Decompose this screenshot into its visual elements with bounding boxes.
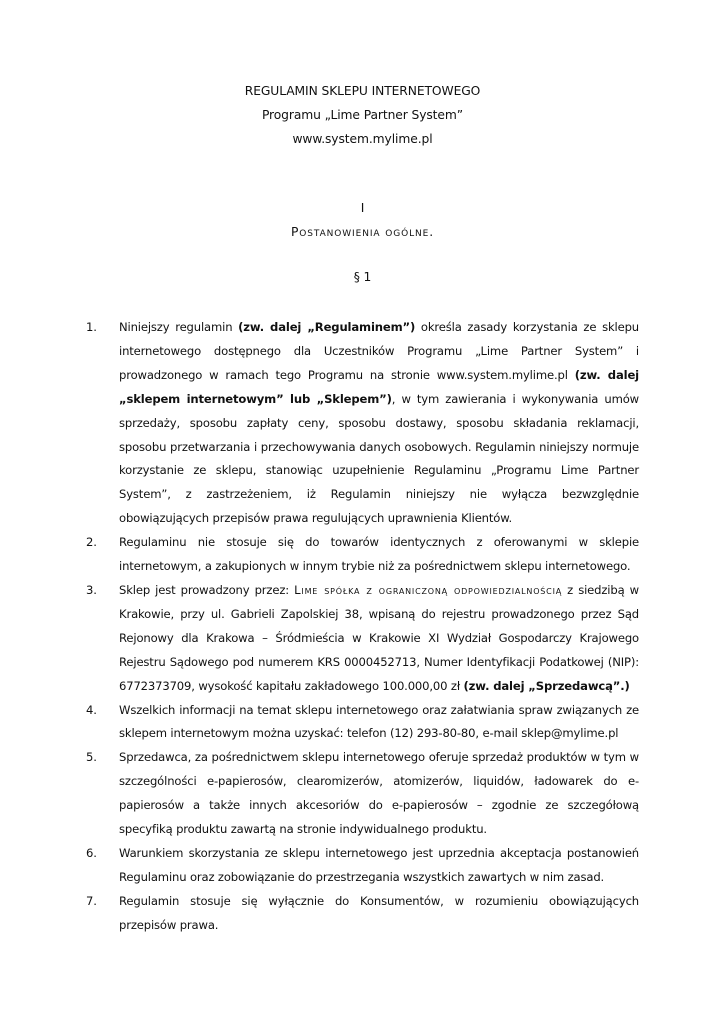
list-item [86, 699, 639, 747]
document-title: REGULAMIN SKLEPU INTERNETOWEGO [244, 84, 481, 98]
item-number: 7. [86, 893, 97, 908]
list-item [86, 316, 639, 531]
list-item [86, 579, 639, 699]
list-item [86, 531, 639, 579]
item-text: Niniejszy regulamin [119, 320, 239, 334]
item-number: 1. [86, 320, 97, 334]
item-text: z siedzibą w Krakowie, przy ul. Gabrieli Zapolskiej 38, wpisaną do rejestru prowadzonego przez Sąd Rejonowy dla Krakowa – Śródmieścia w Krakowie XI Wydział Gospodarczy Krajowego Rejestru Sądowego pod numerem KRS 0000452713, Numer Identyfikacji Podatkowej (NIP): 6772373709, wysokość kapitału zakładowego 100.000,00 zł [119, 582, 639, 693]
chapter-title: Postanowienia ogólne. [290, 225, 435, 239]
item-text: Sprzedawca, za pośrednictwem sklepu internetowego oferuje sprzedaż produktów w tym w szczególności e-papierosów, clearomizerów, atomizerów, liquidów, ładowarek do e-papierosów a także innych akcesoriów do e-papierosów – zgodnie ze szczegółową specyfiką produktu zawartą na stronie indywidualnego produktu. [119, 750, 639, 837]
chapter-numeral: I [360, 201, 365, 215]
item-text: Sklep jest prowadzony przez: [119, 582, 295, 597]
company-name: Lime spółka z ograniczoną odpowiedzialnością [294, 582, 562, 597]
item-text: Regulamin stosuje się wyłącznie do Konsumentów, w rozumieniu obowiązujących przepisów prawa. [119, 893, 639, 932]
list-item [86, 746, 639, 842]
item-number: 5. [86, 750, 97, 765]
item-bold-text: (zw. dalej „Sprzedawcą”.) [463, 678, 630, 693]
item-bold-text: (zw. dalej „sklepem internetowym” lub „Sklepem”) [119, 367, 639, 406]
item-text: określa zasady korzystania ze sklepu internetowego dostępnego dla Uczestników Programu „Lime Partner System” i prowadzonego w ramach tego Programu na stronie www.system.mylime.pl [119, 320, 639, 382]
paragraph-mark: § 1 [353, 270, 372, 284]
item-bold-text: (zw. dalej „Regulaminem”) [238, 320, 416, 334]
item-number: 6. [86, 845, 97, 860]
item-text: , w tym zawierania i wykonywania umów sprzedaży, sposobu zapłaty ceny, sposobu dostawy, sposobu składania reklamacji, sposobu przetwarzania i przechowywania danych osobowych. Regulamin niniejszy normuje korzystanie ze sklepu, stanowiąc uzupełnienie Regulaminu „Programu Lime Partner System”, z zastrzeżeniem, iż Regulamin niniejszy nie wyłącza bezwzględnie obowiązujących przepisów prawa regulujących uprawnienia Klientów. [119, 391, 639, 526]
item-text: Wszelkich informacji na temat sklepu internetowego oraz załatwiania spraw związanych ze sklepem internetowym można uzyskać: telefon (12) 293-80-80, e-mail sklep@mylime.pl [119, 702, 639, 741]
regulations-list [86, 316, 639, 938]
program-name: Programu „Lime Partner System” [261, 108, 464, 122]
item-text: Warunkiem skorzystania ze sklepu internetowego jest uprzednia akceptacja postanowień Regulaminu oraz zobowiązanie do przestrzegania wszystkich zawartych w nim zasad. [119, 845, 639, 884]
item-number: 4. [86, 702, 97, 717]
list-item [86, 842, 639, 890]
item-number: 2. [86, 535, 97, 550]
item-text: Regulaminu nie stosuje się do towarów identycznych z oferowanymi w sklepie internetowym, a zakupionych w innym trybie niż za pośrednictwem sklepu internetowego. [119, 535, 639, 574]
website-url: www.system.mylime.pl [292, 132, 433, 146]
item-number: 3. [86, 582, 97, 597]
list-item [86, 890, 639, 938]
